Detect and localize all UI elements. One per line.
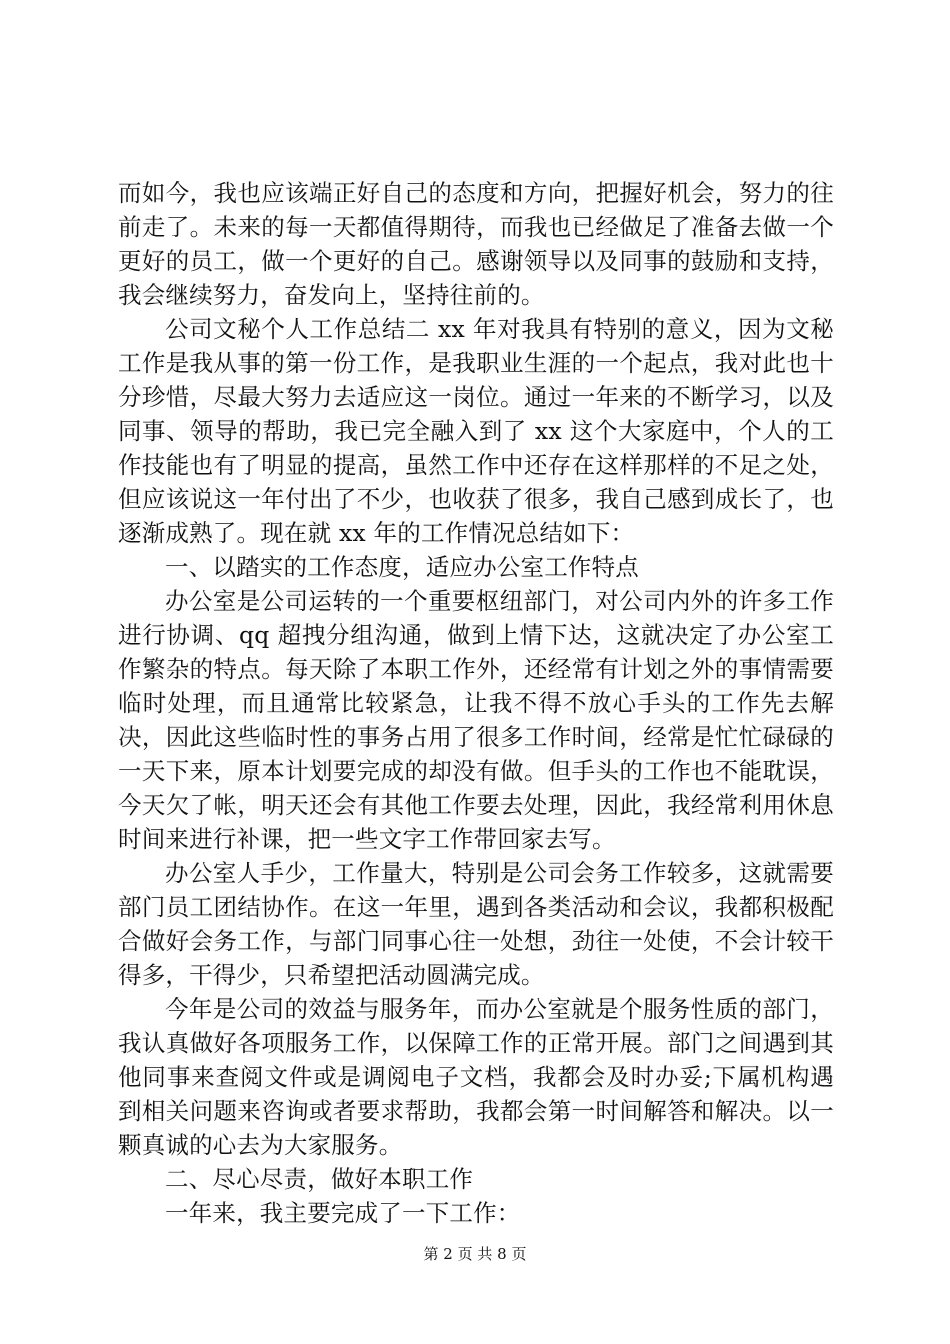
paragraph-5: 今年是公司的效益与服务年，而办公室就是个服务性质的部门，我认真做好各项服务工作，以保障工作的正常开展。部门之间遇到其他同事来查阅文件或是调阅电子文档，我都会及时办妥;下属机构遇到相关问题来咨询或者要求帮助，我都会第一时间解答和解决。以一颗真诚的心去为大家服务。 [118,995,834,1159]
paragraph-3: 办公室是公司运转的一个重要枢纽部门，对公司内外的许多工作进行协调、qq 超拽分组沟通，做到上情下达，这就决定了办公室工作繁杂的特点。每天除了本职工作外，还经常有计划之外的事情需要临时处理，而且通常比较紧急，让我不得不放心手头的工作先去解决，因此这些临时性的事务占用了很多工作时间，经常是忙忙碌碌的一天下来，原本计划要完成的却没有做。但手头的工作也不能耽误，今天欠了帐，明天还会有其他工作要去处理，因此，我经常利用休息时间来进行补课，把一些文字工作带回家去写。 [118,587,834,853]
paragraph-4: 办公室人手少，工作量大，特别是公司会务工作较多，这就需要部门员工团结协作。在这一年里，遇到各类活动和会议，我都积极配合做好会务工作，与部门同事心往一处想，劲往一处使，不会计较干得多，干得少，只希望把活动圆满完成。 [118,859,834,989]
section-heading-1: 一、以踏实的工作态度，适应办公室工作特点 [165,553,639,581]
page-number-footer: 第 2 页 共 8 页 [423,1245,527,1263]
document-body [118,176,834,1230]
paragraph-1: 而如今，我也应该端正好自己的态度和方向，把握好机会，努力的往前走了。未来的每一天都值得期待，而我也已经做足了准备去做一个更好的员工，做一个更好的自己。感谢领导以及同事的鼓励和支持，我会继续努力，奋发向上，坚持往前的。 [118,179,834,309]
paragraph-2: 公司文秘个人工作总结二 xx 年对我具有特别的意义，因为文秘工作是我从事的第一份工作，是我职业生涯的一个起点，我对此也十分珍惜，尽最大努力去适应这一岗位。通过一年来的不断学习，以及同事、领导的帮助，我已完全融入到了 xx 这个大家庭中，个人的工作技能也有了明显的提高，虽然工作中还存在这样那样的不足之处，但应该说这一年付出了不少，也收获了很多，我自己感到成长了，也逐渐成熟了。现在就 xx 年的工作情况总结如下： [118,315,834,547]
section-heading-2: 二、尽心尽责，做好本职工作 [165,1165,474,1193]
paragraph-6: 一年来，我主要完成了一下工作： [165,1199,521,1227]
